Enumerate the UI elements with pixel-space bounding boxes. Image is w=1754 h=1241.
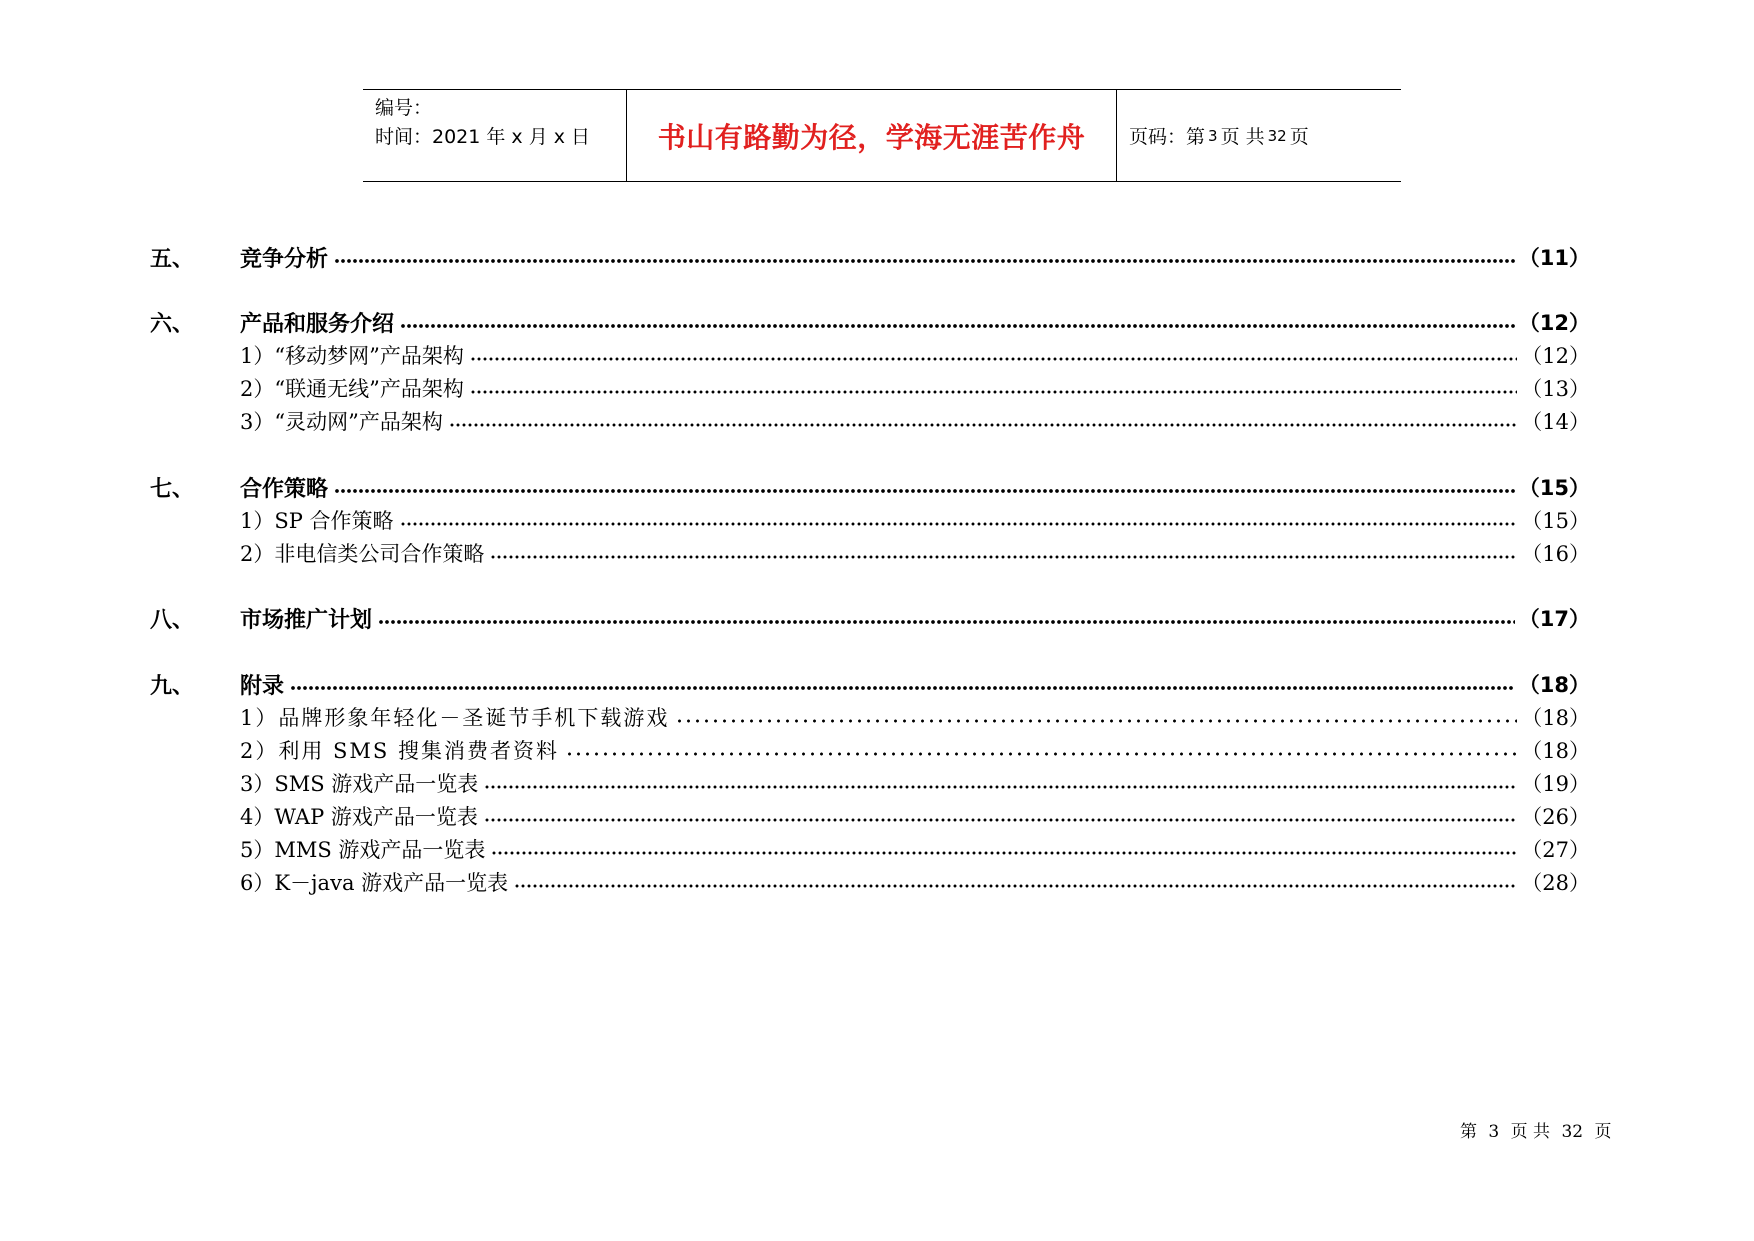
toc-entry[interactable] — [150, 668, 1590, 700]
toc-page: （27） — [1521, 838, 1590, 862]
toc-title: 2）利用 SMS 搜集消费者资料 — [240, 739, 559, 763]
document-header — [363, 89, 1401, 182]
toc-page: （18） — [1518, 673, 1590, 697]
toc-leader — [514, 883, 1517, 889]
toc-leader — [334, 258, 1515, 264]
toc-entry[interactable] — [150, 339, 1590, 371]
toc-page: （18） — [1521, 706, 1590, 730]
toc-page: （16） — [1521, 542, 1590, 566]
toc-page: （14） — [1521, 410, 1590, 434]
motto-text: 书山有路勤为径，学海无涯苦作舟 — [657, 120, 1086, 154]
toc-title: 6）K－java 游戏产品一览表 — [240, 871, 509, 895]
toc-leader — [400, 323, 1515, 329]
toc-leader — [484, 784, 1517, 790]
footer-total: 32 — [1561, 1122, 1584, 1142]
toc-page: （28） — [1521, 871, 1590, 895]
toc-entry[interactable] — [150, 405, 1590, 437]
toc-title: 附录 — [240, 673, 285, 699]
toc-section-number: 九、 — [150, 673, 195, 699]
toc-entry[interactable] — [150, 767, 1590, 799]
toc-page: （11） — [1518, 246, 1590, 270]
toc-leader — [290, 685, 1515, 691]
toc-entry[interactable] — [150, 800, 1590, 832]
toc-section-number: 六、 — [150, 311, 195, 337]
toc-leader — [400, 521, 1518, 527]
toc-page: （18） — [1521, 739, 1590, 763]
toc-leader — [484, 817, 1517, 823]
toc-leader — [565, 751, 1517, 757]
toc-entry[interactable] — [150, 866, 1590, 898]
toc-page: （17） — [1518, 607, 1590, 631]
header-info-cell — [363, 90, 627, 181]
footer-prefix: 第 — [1460, 1122, 1477, 1142]
page-prefix: 页码：第 — [1129, 126, 1206, 148]
toc-section-number: 七、 — [150, 476, 195, 502]
toc-title: 合作策略 — [240, 476, 329, 502]
toc-entry[interactable] — [150, 241, 1590, 273]
page-mid: 页 共 — [1220, 126, 1265, 148]
toc-leader — [334, 488, 1515, 494]
footer-current: 3 — [1488, 1122, 1500, 1142]
page-suffix: 页 — [1289, 126, 1309, 148]
toc-entry[interactable] — [150, 306, 1590, 338]
toc-section-number: 五、 — [150, 246, 195, 272]
toc-title: 3）SMS 游戏产品一览表 — [240, 772, 479, 796]
toc-page: （19） — [1521, 772, 1590, 796]
page-footer — [1460, 1117, 1618, 1142]
toc-title: 1）SP 合作策略 — [240, 509, 394, 533]
toc-leader — [490, 554, 1517, 560]
toc-leader — [378, 619, 1515, 625]
footer-mid: 页 共 — [1510, 1122, 1551, 1142]
toc-entry[interactable] — [150, 734, 1590, 766]
number-label: 编号： — [375, 97, 433, 119]
toc-title: 产品和服务介绍 — [240, 311, 395, 337]
toc-title: 5）MMS 游戏产品一览表 — [240, 838, 486, 862]
toc-page: （12） — [1518, 311, 1590, 335]
toc-leader — [675, 718, 1517, 724]
page-current: 3 — [1208, 126, 1218, 145]
toc-title: 2）非电信类公司合作策略 — [240, 542, 485, 566]
toc-title: 市场推广计划 — [240, 607, 373, 633]
toc-page: （13） — [1521, 377, 1590, 401]
toc-page: （12） — [1521, 344, 1590, 368]
toc-entry[interactable] — [150, 372, 1590, 404]
header-page-cell — [1117, 90, 1401, 181]
page-total: 32 — [1267, 126, 1287, 145]
toc-page: （15） — [1521, 509, 1590, 533]
footer-suffix: 页 — [1594, 1122, 1612, 1142]
toc-entry[interactable] — [150, 471, 1590, 503]
toc-entry[interactable] — [150, 701, 1590, 733]
toc-entry[interactable] — [150, 504, 1590, 536]
header-motto-cell — [627, 90, 1117, 181]
toc-leader — [491, 850, 1517, 856]
toc-entry[interactable] — [150, 602, 1590, 634]
toc-title: 2）“联通无线”产品架构 — [240, 377, 464, 401]
toc-entry[interactable] — [150, 537, 1590, 569]
toc-title: 1）品牌形象年轻化－圣诞节手机下载游戏 — [240, 706, 670, 730]
toc-page: （15） — [1518, 476, 1590, 500]
toc-title: 1）“移动梦网”产品架构 — [240, 344, 464, 368]
toc-title: 4）WAP 游戏产品一览表 — [240, 805, 478, 829]
toc-leader — [449, 422, 1517, 428]
toc-page: （26） — [1521, 805, 1590, 829]
toc-title: 3）“灵动网”产品架构 — [240, 410, 443, 434]
time-label: 时间：2021 年 x 月 x 日 — [375, 126, 591, 148]
toc-title: 竞争分析 — [240, 246, 329, 272]
toc-section-number: 八、 — [150, 607, 195, 633]
toc-entry[interactable] — [150, 833, 1590, 865]
toc-leader — [470, 389, 1517, 395]
toc-leader — [470, 356, 1517, 362]
